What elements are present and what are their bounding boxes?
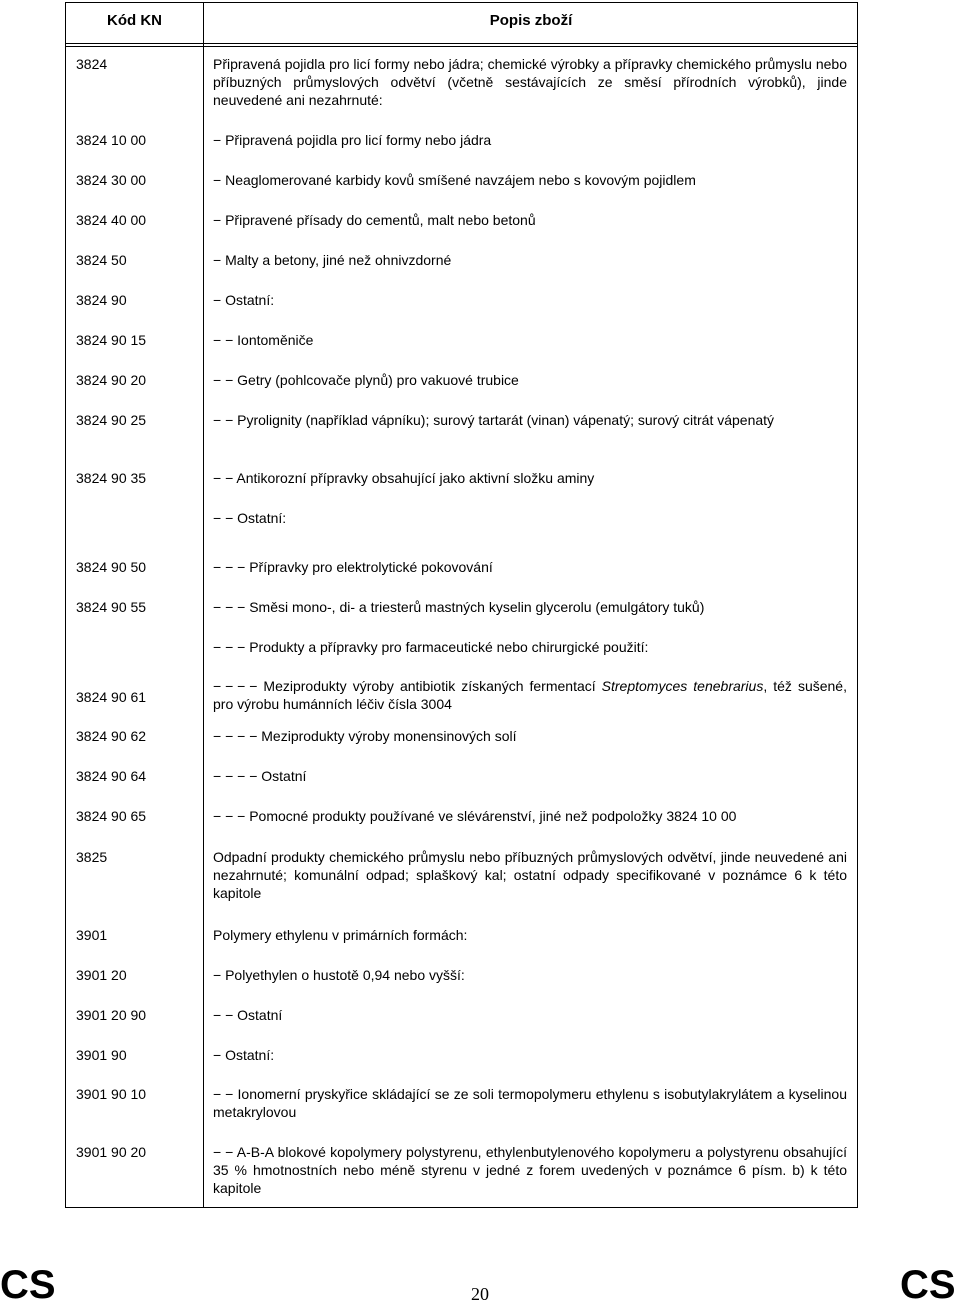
row-description-text: Meziprodukty výroby antibiotik získaných fermentací <box>263 678 602 694</box>
row-description: Připravená pojidla pro licí formy nebo jádra; chemické výrobky a přípravky chemického průmyslu nebo příbuzných průmyslových odvětví (včetně sestávajících ze směsí přírodních výrobků), jinde neuvedené ani nezahrnuté: <box>213 56 847 108</box>
row-description <box>213 558 847 576</box>
row-description-text: Ostatní: <box>225 1047 275 1063</box>
row-description-text: Pyrolignity (například vápníku); surový tartarát (vinan) vápenatý; surový citrát vápenatý <box>237 412 775 428</box>
row-code: 3901 20 90 <box>76 1007 147 1023</box>
row-description <box>213 677 847 713</box>
row-code: 3824 50 <box>76 252 127 268</box>
row-code: 3901 90 <box>76 1047 127 1063</box>
row-description <box>213 1085 847 1121</box>
indent-dashes: − − <box>213 1144 234 1160</box>
row-description <box>213 171 847 189</box>
row-description-text: Polyethylen o hustotě 0,94 nebo vyšší: <box>225 967 465 983</box>
indent-dashes: − <box>213 212 222 228</box>
row-description-text: Připravená pojidla pro licí formy nebo jádra <box>225 132 492 148</box>
row-description <box>213 966 847 984</box>
indent-dashes: − <box>213 252 222 268</box>
row-description-text-cont: , též sušené, pro výrobu humánních léčiv čísla 3004 <box>213 678 847 712</box>
row-description <box>213 807 847 825</box>
indent-dashes: − − <box>213 470 234 486</box>
indent-dashes: − − − <box>213 808 246 824</box>
indent-dashes: − − <box>213 412 234 428</box>
row-code: 3901 20 <box>76 967 127 983</box>
row-code: 3824 90 64 <box>76 768 147 784</box>
row-description-text: Iontoměniče <box>237 332 314 348</box>
indent-dashes: − − <box>213 332 234 348</box>
row-code: 3901 90 20 <box>76 1144 147 1160</box>
row-description <box>213 1046 847 1064</box>
row-description <box>213 509 847 527</box>
row-description-text: Směsi mono-, di- a triesterů mastných kyselin glycerolu (emulgátory tuků) <box>249 599 705 615</box>
row-code: 3824 90 62 <box>76 728 147 744</box>
row-description <box>213 331 847 349</box>
row-description-text: Ostatní <box>237 1007 283 1023</box>
row-code: 3824 90 <box>76 292 127 308</box>
row-description-text: Produkty a přípravky pro farmaceutické nebo chirurgické použití: <box>249 639 649 655</box>
row-code: 3824 30 00 <box>76 172 147 188</box>
indent-dashes: − − − − <box>213 728 258 744</box>
indent-dashes: − <box>213 172 222 188</box>
row-code: 3824 90 20 <box>76 372 147 388</box>
indent-dashes: − − − <box>213 639 246 655</box>
indent-dashes: − − <box>213 1086 234 1102</box>
row-description-text: Ionomerní pryskyřice skládající se ze soli termopolymeru ethylenu s isobutylakrylátem a kyselinou metakrylovou <box>213 1086 847 1120</box>
header-rule-double <box>65 46 858 47</box>
row-code: 3824 90 15 <box>76 332 147 348</box>
language-code-left: CS <box>0 1263 56 1307</box>
row-code: 3824 90 65 <box>76 808 147 824</box>
row-description <box>213 291 847 309</box>
row-code: 3824 40 00 <box>76 212 147 228</box>
row-description <box>213 131 847 149</box>
indent-dashes: − − <box>213 510 234 526</box>
indent-dashes: − <box>213 1047 222 1063</box>
row-code: 3901 90 10 <box>76 1086 147 1102</box>
row-description <box>213 767 847 785</box>
row-description <box>213 251 847 269</box>
row-code: 3824 10 00 <box>76 132 147 148</box>
indent-dashes: − − − <box>213 599 246 615</box>
row-description-text: Antikorozní přípravky obsahující jako aktivní složku aminy <box>236 470 595 486</box>
row-description-text: Připravené přísady do cementů, malt nebo betonů <box>225 212 536 228</box>
row-description-text: Přípravky pro elektrolytické pokovování <box>249 559 493 575</box>
indent-dashes: − − − − <box>213 678 258 694</box>
row-description <box>213 1143 847 1197</box>
row-description: Odpadní produkty chemického průmyslu nebo příbuzných průmyslových odvětví, jinde neuvedené ani nezahrnuté; komunální odpad; splaškový kal; ostatní odpady specifikované v poznámce 6 k této kapitole <box>213 849 847 901</box>
column-header-description: Popis zboží <box>489 12 573 29</box>
row-description-text: Ostatní: <box>237 510 287 526</box>
species-name: Streptomyces tenebrarius <box>601 678 764 694</box>
row-description-text: Getry (pohlcovače plynů) pro vakuové trubice <box>237 372 519 388</box>
row-code: 3901 <box>76 927 108 943</box>
column-divider <box>203 2 204 1208</box>
indent-dashes: − <box>213 967 222 983</box>
row-description-text: Pomocné produkty používané ve slévárenství, jiné než podpoložky 3824 10 00 <box>249 808 737 824</box>
row-description <box>213 1006 847 1024</box>
row-code: 3824 90 50 <box>76 559 147 575</box>
row-code: 3824 90 61 <box>76 689 147 705</box>
row-description <box>213 469 847 487</box>
row-description <box>213 411 847 429</box>
row-code: 3824 90 55 <box>76 599 147 615</box>
indent-dashes: − − − <box>213 559 246 575</box>
row-code: 3824 90 35 <box>76 470 147 486</box>
row-code: 3824 <box>76 56 108 72</box>
row-description <box>213 598 847 616</box>
row-description-text: Meziprodukty výroby monensinových solí <box>261 728 517 744</box>
indent-dashes: − − <box>213 1007 234 1023</box>
row-description <box>213 727 847 745</box>
row-description-text: A-B-A blokové kopolymery polystyrenu, ethylenbutylenového kopolymeru a polystyrenu obsahující 35 % hmotnostních nebo méně styrenu v jedné z forem uvedených v poznámce 6 písm. b) k této kapitole <box>213 1144 848 1196</box>
page-number: 20 <box>471 1284 489 1304</box>
indent-dashes: − <box>213 292 222 308</box>
row-description: Polymery ethylenu v primárních formách: <box>213 927 468 943</box>
indent-dashes: − − − − <box>213 768 258 784</box>
row-description-text: Ostatní: <box>225 292 275 308</box>
language-code-right: CS <box>900 1263 956 1307</box>
row-description-text: Malty a betony, jiné než ohnivzdorné <box>225 252 452 268</box>
row-description-text: Neaglomerované karbidy kovů smíšené navzájem nebo s kovovým pojidlem <box>225 172 696 188</box>
row-code: 3825 <box>76 849 108 865</box>
row-description <box>213 211 847 229</box>
column-header-code: Kód KN <box>107 12 162 29</box>
row-description <box>213 371 847 389</box>
indent-dashes: − − <box>213 372 234 388</box>
indent-dashes: − <box>213 132 222 148</box>
header-rule <box>65 43 858 44</box>
row-description-text: Ostatní <box>261 768 307 784</box>
row-description <box>213 638 847 656</box>
row-code: 3824 90 25 <box>76 412 147 428</box>
